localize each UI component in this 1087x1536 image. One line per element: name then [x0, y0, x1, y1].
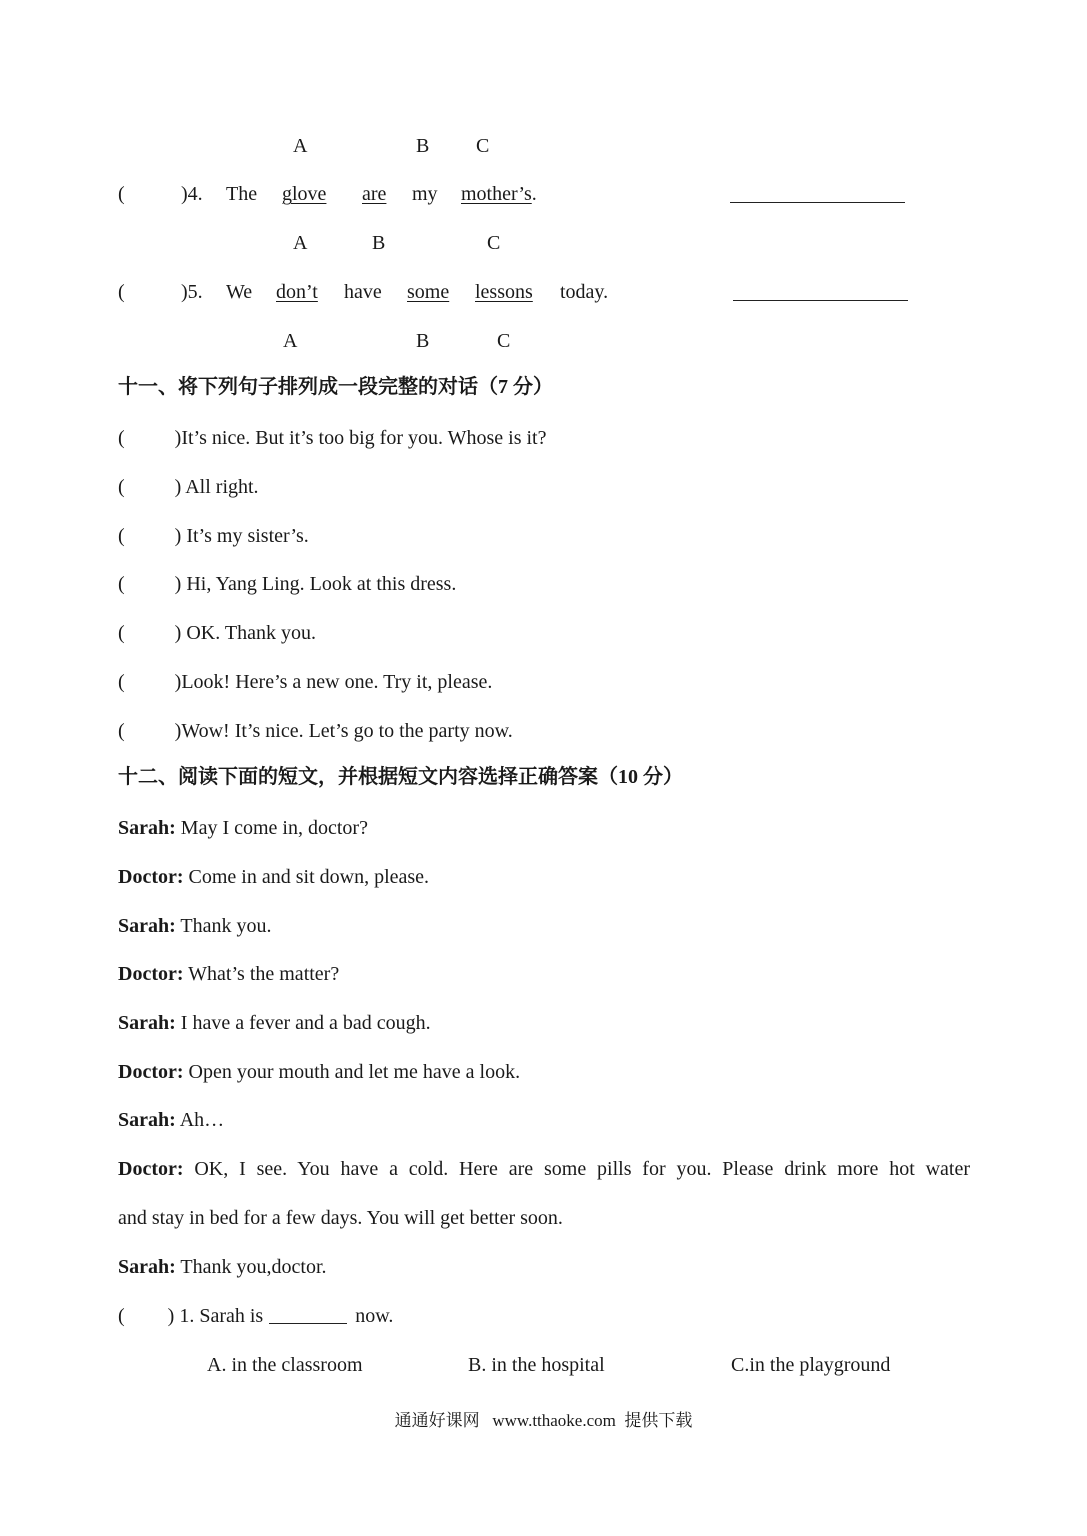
underlined-word-b: are [362, 183, 387, 205]
page-footer: 通通好课网 www.tthaoke.com 提供下载 [394, 1411, 693, 1430]
sentence: ) All right. [174, 476, 259, 498]
underlined-word-b: some [407, 281, 450, 303]
answer-paren: ( [118, 671, 125, 693]
option-a[interactable]: A. in the classroom [207, 1354, 363, 1376]
answer-paren: ( [118, 476, 125, 498]
option-letter-c: C [497, 330, 511, 352]
ordering-item [118, 477, 259, 497]
speaker-name: Doctor: [118, 866, 184, 888]
answer-paren: ( [118, 525, 125, 547]
ordering-item [118, 574, 456, 594]
answer-paren: ( [118, 573, 125, 595]
answer-paren: ( [118, 720, 125, 742]
dialogue-line [118, 1013, 431, 1033]
sentence: )Look! Here’s a new one. Try it, please. [174, 671, 493, 693]
speaker-name: Doctor: [118, 1158, 184, 1180]
dialogue-line [118, 964, 339, 984]
dialogue-text: Ah… [175, 1109, 225, 1131]
underlined-word-a: glove [282, 183, 327, 205]
question-text-end: now. [355, 1305, 394, 1327]
question-text: ) 1. Sarah is [167, 1305, 264, 1327]
speaker-name: Sarah: [118, 817, 176, 839]
underlined-word-c: lessons [475, 281, 533, 303]
dialogue-text: Open your mouth and let me have a look. [183, 1061, 521, 1083]
sentence: )It’s nice. But it’s too big for you. Whose is it? [174, 427, 547, 449]
question [118, 1306, 393, 1326]
answer-blank[interactable] [733, 300, 908, 301]
dialogue-text: What’s the matter? [183, 963, 340, 985]
option-c[interactable]: C.in the playground [731, 1354, 891, 1376]
dialogue-text: and stay in bed for a few days. You will get better soon. [118, 1207, 563, 1229]
dialogue-text: OK, I see. You have a cold. Here are some pills for you. Please drink more hot water [183, 1158, 970, 1180]
ordering-item [118, 428, 547, 448]
period: . [531, 183, 537, 205]
answer-paren: ( [118, 622, 125, 644]
dialogue-text: I have a fever and a bad cough. [175, 1012, 431, 1034]
section-heading: 十二、阅读下面的短文，并根据短文内容选择正确答案（10 分） [118, 766, 683, 788]
option-letter-c: C [476, 135, 490, 157]
word: The [226, 183, 258, 205]
answer-paren: ( [118, 183, 125, 205]
underlined-word-a: don’t [276, 281, 318, 303]
answer-blank[interactable] [730, 202, 905, 203]
option-letter-a: A [283, 330, 298, 352]
speaker-name: Doctor: [118, 963, 184, 985]
dialogue-line-continued [118, 1208, 563, 1228]
item-number: )5. [181, 281, 203, 303]
sentence: ) OK. Thank you. [174, 622, 316, 644]
ordering-item [118, 526, 309, 546]
dialogue-line [118, 867, 429, 887]
speaker-name: Sarah: [118, 1109, 176, 1131]
word: have [344, 281, 382, 303]
dialogue-line [118, 818, 368, 838]
word: today. [560, 281, 609, 303]
option-letter-b: B [416, 135, 430, 157]
speaker-name: Sarah: [118, 915, 176, 937]
option-letter-b: B [416, 330, 430, 352]
ordering-item [118, 623, 316, 643]
dialogue-line [118, 916, 272, 936]
section-heading: 十一、将下列句子排列成一段完整的对话（7 分） [118, 376, 553, 398]
dialogue-text: Thank you. [175, 915, 272, 937]
answer-paren: ( [118, 281, 125, 303]
option-letter-a: A [293, 135, 308, 157]
dialogue-text: Come in and sit down, please. [183, 866, 430, 888]
fill-blank[interactable] [269, 1323, 347, 1324]
speaker-name: Sarah: [118, 1012, 176, 1034]
sentence: ) It’s my sister’s. [174, 525, 309, 547]
option-letter-a: A [293, 232, 308, 254]
dialogue-line [118, 1257, 327, 1277]
ordering-item [118, 672, 492, 692]
ordering-item [118, 721, 513, 741]
option-letter-b: B [372, 232, 386, 254]
option-letter-c: C [487, 232, 501, 254]
word: We [226, 281, 253, 303]
speaker-name: Doctor: [118, 1061, 184, 1083]
dialogue-line [118, 1159, 970, 1179]
option-b[interactable]: B. in the hospital [468, 1354, 605, 1376]
underlined-word-c: mother’s [461, 183, 532, 205]
dialogue-line [118, 1062, 520, 1082]
dialogue-text: May I come in, doctor? [175, 817, 368, 839]
word: my [412, 183, 438, 205]
answer-paren: ( [118, 427, 125, 449]
speaker-name: Sarah: [118, 1256, 176, 1278]
answer-paren: ( [118, 1305, 125, 1327]
item-number: )4. [181, 183, 203, 205]
dialogue-line [118, 1110, 224, 1130]
sentence: ) Hi, Yang Ling. Look at this dress. [174, 573, 457, 595]
sentence: )Wow! It’s nice. Let’s go to the party now. [174, 720, 513, 742]
dialogue-text: Thank you,doctor. [175, 1256, 327, 1278]
